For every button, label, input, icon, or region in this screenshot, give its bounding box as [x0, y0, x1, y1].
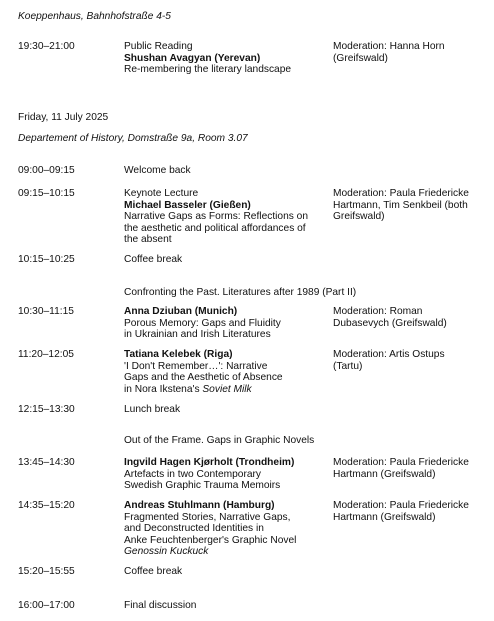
- session-label: Welcome back: [124, 165, 191, 176]
- time-slot: 19:30–21:00: [18, 41, 75, 52]
- talk-title-prefix: in Nora Ikstena's: [124, 383, 203, 395]
- session-type: Keynote Lecture: [124, 188, 199, 199]
- moderation-line: Moderation: Paula Friedericke: [333, 188, 469, 199]
- moderation-line: Greifswald): [333, 211, 385, 222]
- moderation-line: Dubasevych (Greifswald): [333, 317, 447, 329]
- talk-title: [124, 384, 329, 396]
- time-slot: 13:45–14:30: [18, 457, 75, 468]
- session-description: [124, 306, 329, 341]
- time-slot: 12:15–13:30: [18, 404, 75, 415]
- talk-title: Narrative Gaps as Forms: Reflections on: [124, 211, 309, 222]
- talk-title: in Ukrainian and Irish Literatures: [124, 329, 271, 340]
- moderation: [333, 188, 491, 223]
- section-heading: Out of the Frame. Gaps in Graphic Novels: [124, 435, 315, 446]
- moderation-line: (Tartu): [333, 360, 363, 372]
- session-description: [124, 188, 329, 246]
- moderation-line: Moderation: Paula Friedericke: [333, 500, 469, 511]
- moderation-line: Hartmann, Tim Senkbeil (both: [333, 199, 468, 211]
- moderation-line: Moderation: Roman: [333, 306, 423, 317]
- time-slot: 10:30–11:15: [18, 306, 74, 317]
- time-slot: 16:00–17:00: [18, 600, 75, 611]
- talk-title: Fragmented Stories, Narrative Gaps,: [124, 511, 291, 523]
- moderation-line: Hartmann (Greifswald): [333, 511, 436, 523]
- venue-header: Koeppenhaus, Bahnhofstraße 4-5: [18, 11, 171, 22]
- moderation-line: (Greifswald): [333, 52, 388, 64]
- session-label: Final discussion: [124, 600, 197, 611]
- section-heading: Confronting the Past. Literatures after 1989 (Part II): [124, 287, 357, 298]
- session-label: Coffee break: [124, 254, 183, 265]
- talk-title: Anke Feuchtenberger's Graphic Novel: [124, 534, 297, 546]
- moderation: [333, 457, 491, 480]
- session-description: [124, 500, 329, 558]
- talk-title: Gaps and the Aesthetic of Absence: [124, 372, 283, 383]
- talk-title: the absent: [124, 234, 172, 245]
- time-slot: 10:15–10:25: [18, 254, 75, 265]
- moderation: [333, 306, 491, 329]
- talk-title: Artefacts in two Contemporary: [124, 468, 262, 480]
- speaker-name: Ingvild Hagen Kjørholt (Trondheim): [124, 457, 295, 468]
- time-slot: 14:35–15:20: [18, 500, 75, 511]
- session-description: [124, 349, 329, 395]
- speaker-name: Michael Basseler (Gießen): [124, 199, 251, 211]
- work-title: Soviet Milk: [202, 383, 252, 395]
- session-label: Lunch break: [124, 404, 181, 415]
- talk-title: Swedish Graphic Trauma Memoirs: [124, 480, 281, 491]
- talk-title: and Deconstructed Identities in: [124, 523, 264, 534]
- time-slot: 15:20–15:55: [18, 566, 75, 577]
- day-heading: Friday, 11 July 2025: [18, 112, 109, 123]
- moderation-line: Moderation: Artis Ostups: [333, 349, 445, 360]
- work-title: Genossin Kuckuck: [124, 546, 209, 557]
- session-type: Public Reading: [124, 41, 193, 52]
- time-slot: 09:00–09:15: [18, 165, 75, 176]
- talk-title: Porous Memory: Gaps and Fluidity: [124, 317, 281, 329]
- speaker-name: Shushan Avagyan (Yerevan): [124, 52, 261, 64]
- time-slot: 09:15–10:15: [18, 188, 75, 199]
- moderation-line: Moderation: Paula Friedericke: [333, 457, 469, 468]
- speaker-name: Tatiana Kelebek (Riga): [124, 349, 233, 360]
- moderation: [333, 500, 491, 523]
- moderation-line: Moderation: Hanna Horn: [333, 41, 445, 52]
- talk-title: the aesthetic and political affordances of: [124, 222, 306, 234]
- moderation: [333, 41, 491, 64]
- session-description: [124, 457, 329, 492]
- talk-title: Re-membering the literary landscape: [124, 64, 292, 75]
- session-label: Coffee break: [124, 566, 183, 577]
- speaker-name: Anna Dziuban (Munich): [124, 306, 238, 317]
- venue-header: Departement of History, Domstraße 9a, Room 3.07: [18, 133, 248, 144]
- talk-title: 'I Don't Remember…': Narrative: [124, 360, 268, 372]
- moderation: [333, 349, 491, 372]
- moderation-line: Hartmann (Greifswald): [333, 468, 436, 480]
- session-description: [124, 41, 329, 76]
- time-slot: 11:20–12:05: [18, 349, 74, 360]
- speaker-name: Andreas Stuhlmann (Hamburg): [124, 500, 275, 511]
